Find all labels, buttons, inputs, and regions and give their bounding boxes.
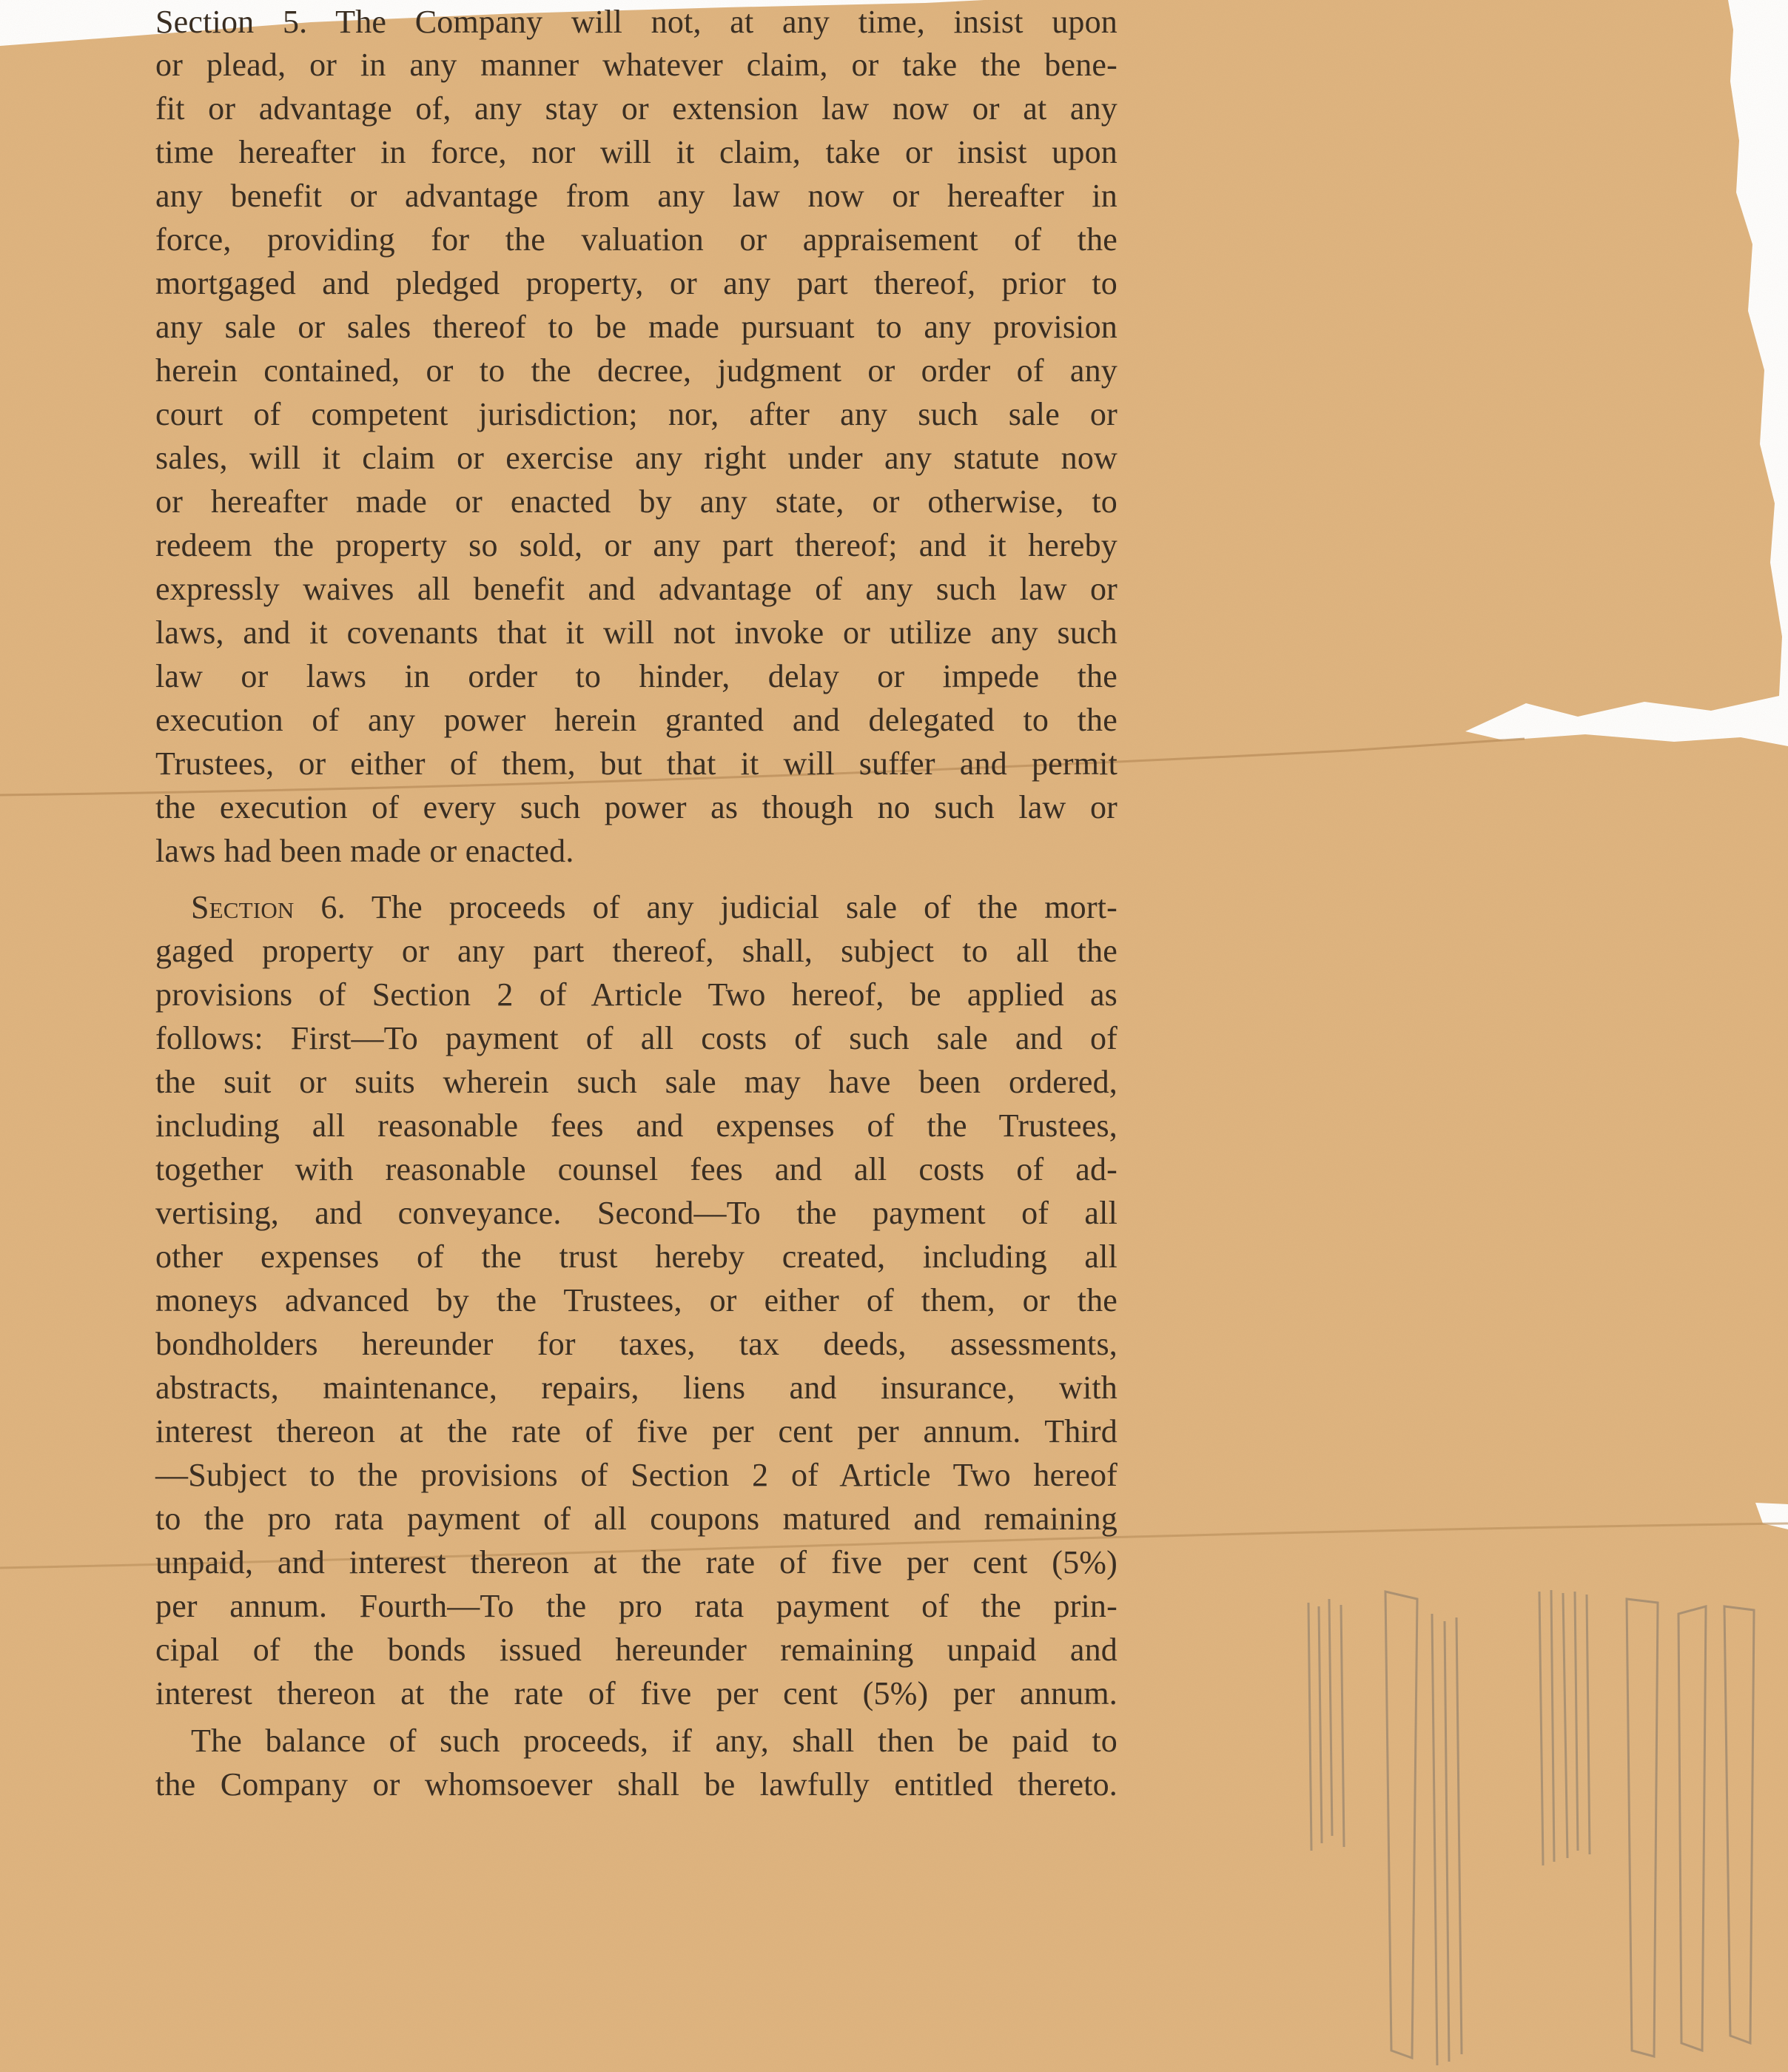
text-line: gaged property or any part thereof, shall, subject to all the xyxy=(155,933,1118,969)
document-body xyxy=(155,0,1118,1821)
text-line: interest thereon at the rate of five per cent (5%) per annum. xyxy=(155,1675,1118,1711)
text-line: Section 5. The Company will not, at any time, insist upon xyxy=(155,4,1118,40)
text-line: bondholders hereunder for taxes, tax deeds, assessments, xyxy=(155,1326,1118,1362)
text-line: any benefit or advantage from any law now or hereafter in xyxy=(155,178,1118,214)
text-line: laws, and it covenants that it will not invoke or utilize any such xyxy=(155,614,1118,651)
text-line: unpaid, and interest thereon at the rate of five per cent (5%) xyxy=(155,1544,1118,1580)
text-line: provisions of Section 2 of Article Two hereof, be applied as xyxy=(155,976,1118,1013)
text-line: including all reasonable fees and expenses of the Trustees, xyxy=(155,1107,1118,1144)
text-line: the execution of every such power as though no such law or xyxy=(155,789,1118,825)
text-line: the Company or whomsoever shall be lawfully entitled thereto. xyxy=(155,1766,1118,1803)
text-line: vertising, and conveyance. Second—To the payment of all xyxy=(155,1195,1118,1231)
text-line: or hereafter made or enacted by any state, or otherwise, to xyxy=(155,483,1118,520)
text-line: herein contained, or to the decree, judgment or order of any xyxy=(155,352,1118,389)
text-line: court of competent jurisdiction; nor, after any such sale or xyxy=(155,396,1118,432)
text-line: any sale or sales thereof to be made pursuant to any provision xyxy=(155,309,1118,345)
text-line: follows: First—To payment of all costs of such sale and of xyxy=(155,1020,1118,1056)
section-6-heading: Section 6. xyxy=(191,889,346,925)
text-line: redeem the property so sold, or any part thereof; and it hereby xyxy=(155,527,1118,563)
text-line: force, providing for the valuation or appraisement of the xyxy=(155,221,1118,258)
text-line: expressly waives all benefit and advantage of any such law or xyxy=(155,571,1118,607)
text-line: law or laws in order to hinder, delay or impede the xyxy=(155,658,1118,694)
text-line: sales, will it claim or exercise any right under any statute now xyxy=(155,440,1118,476)
text-line: laws had been made or enacted. xyxy=(155,833,574,869)
text-line: moneys advanced by the Trustees, or either of them, or the xyxy=(155,1282,1118,1318)
text-line: or plead, or in any manner whatever claim, or take the bene- xyxy=(155,47,1118,83)
section-6-first-line-text: The proceeds of any judicial sale of the mort- xyxy=(371,889,1118,925)
text-line: The balance of such proceeds, if any, shall then be paid to xyxy=(191,1723,1118,1759)
text-line: fit or advantage of, any stay or extension law now or at any xyxy=(155,90,1118,127)
text-line: mortgaged and pledged property, or any part thereof, prior to xyxy=(155,265,1118,301)
section-6-first-line xyxy=(191,885,1118,930)
text-line: —Subject to the provisions of Section 2 of Article Two hereof xyxy=(155,1457,1118,1493)
text-line: together with reasonable counsel fees and all costs of ad- xyxy=(155,1151,1118,1187)
text-line: other expenses of the trust hereby created, including all xyxy=(155,1238,1118,1275)
text-line: per annum. Fourth—To the pro rata payment of the prin- xyxy=(155,1588,1118,1624)
text-line: the suit or suits wherein such sale may have been ordered, xyxy=(155,1064,1118,1100)
text-line: to the pro rata payment of all coupons matured and remaining xyxy=(155,1501,1118,1537)
text-line: abstracts, maintenance, repairs, liens and insurance, with xyxy=(155,1369,1118,1406)
text-line: execution of any power herein granted and delegated to the xyxy=(155,702,1118,738)
text-line: interest thereon at the rate of five per cent per annum. Third xyxy=(155,1413,1118,1449)
text-line: cipal of the bonds issued hereunder remaining unpaid and xyxy=(155,1632,1118,1668)
text-line: Trustees, or either of them, but that it will suffer and permit xyxy=(155,745,1118,782)
text-line: time hereafter in force, nor will it claim, take or insist upon xyxy=(155,134,1118,170)
